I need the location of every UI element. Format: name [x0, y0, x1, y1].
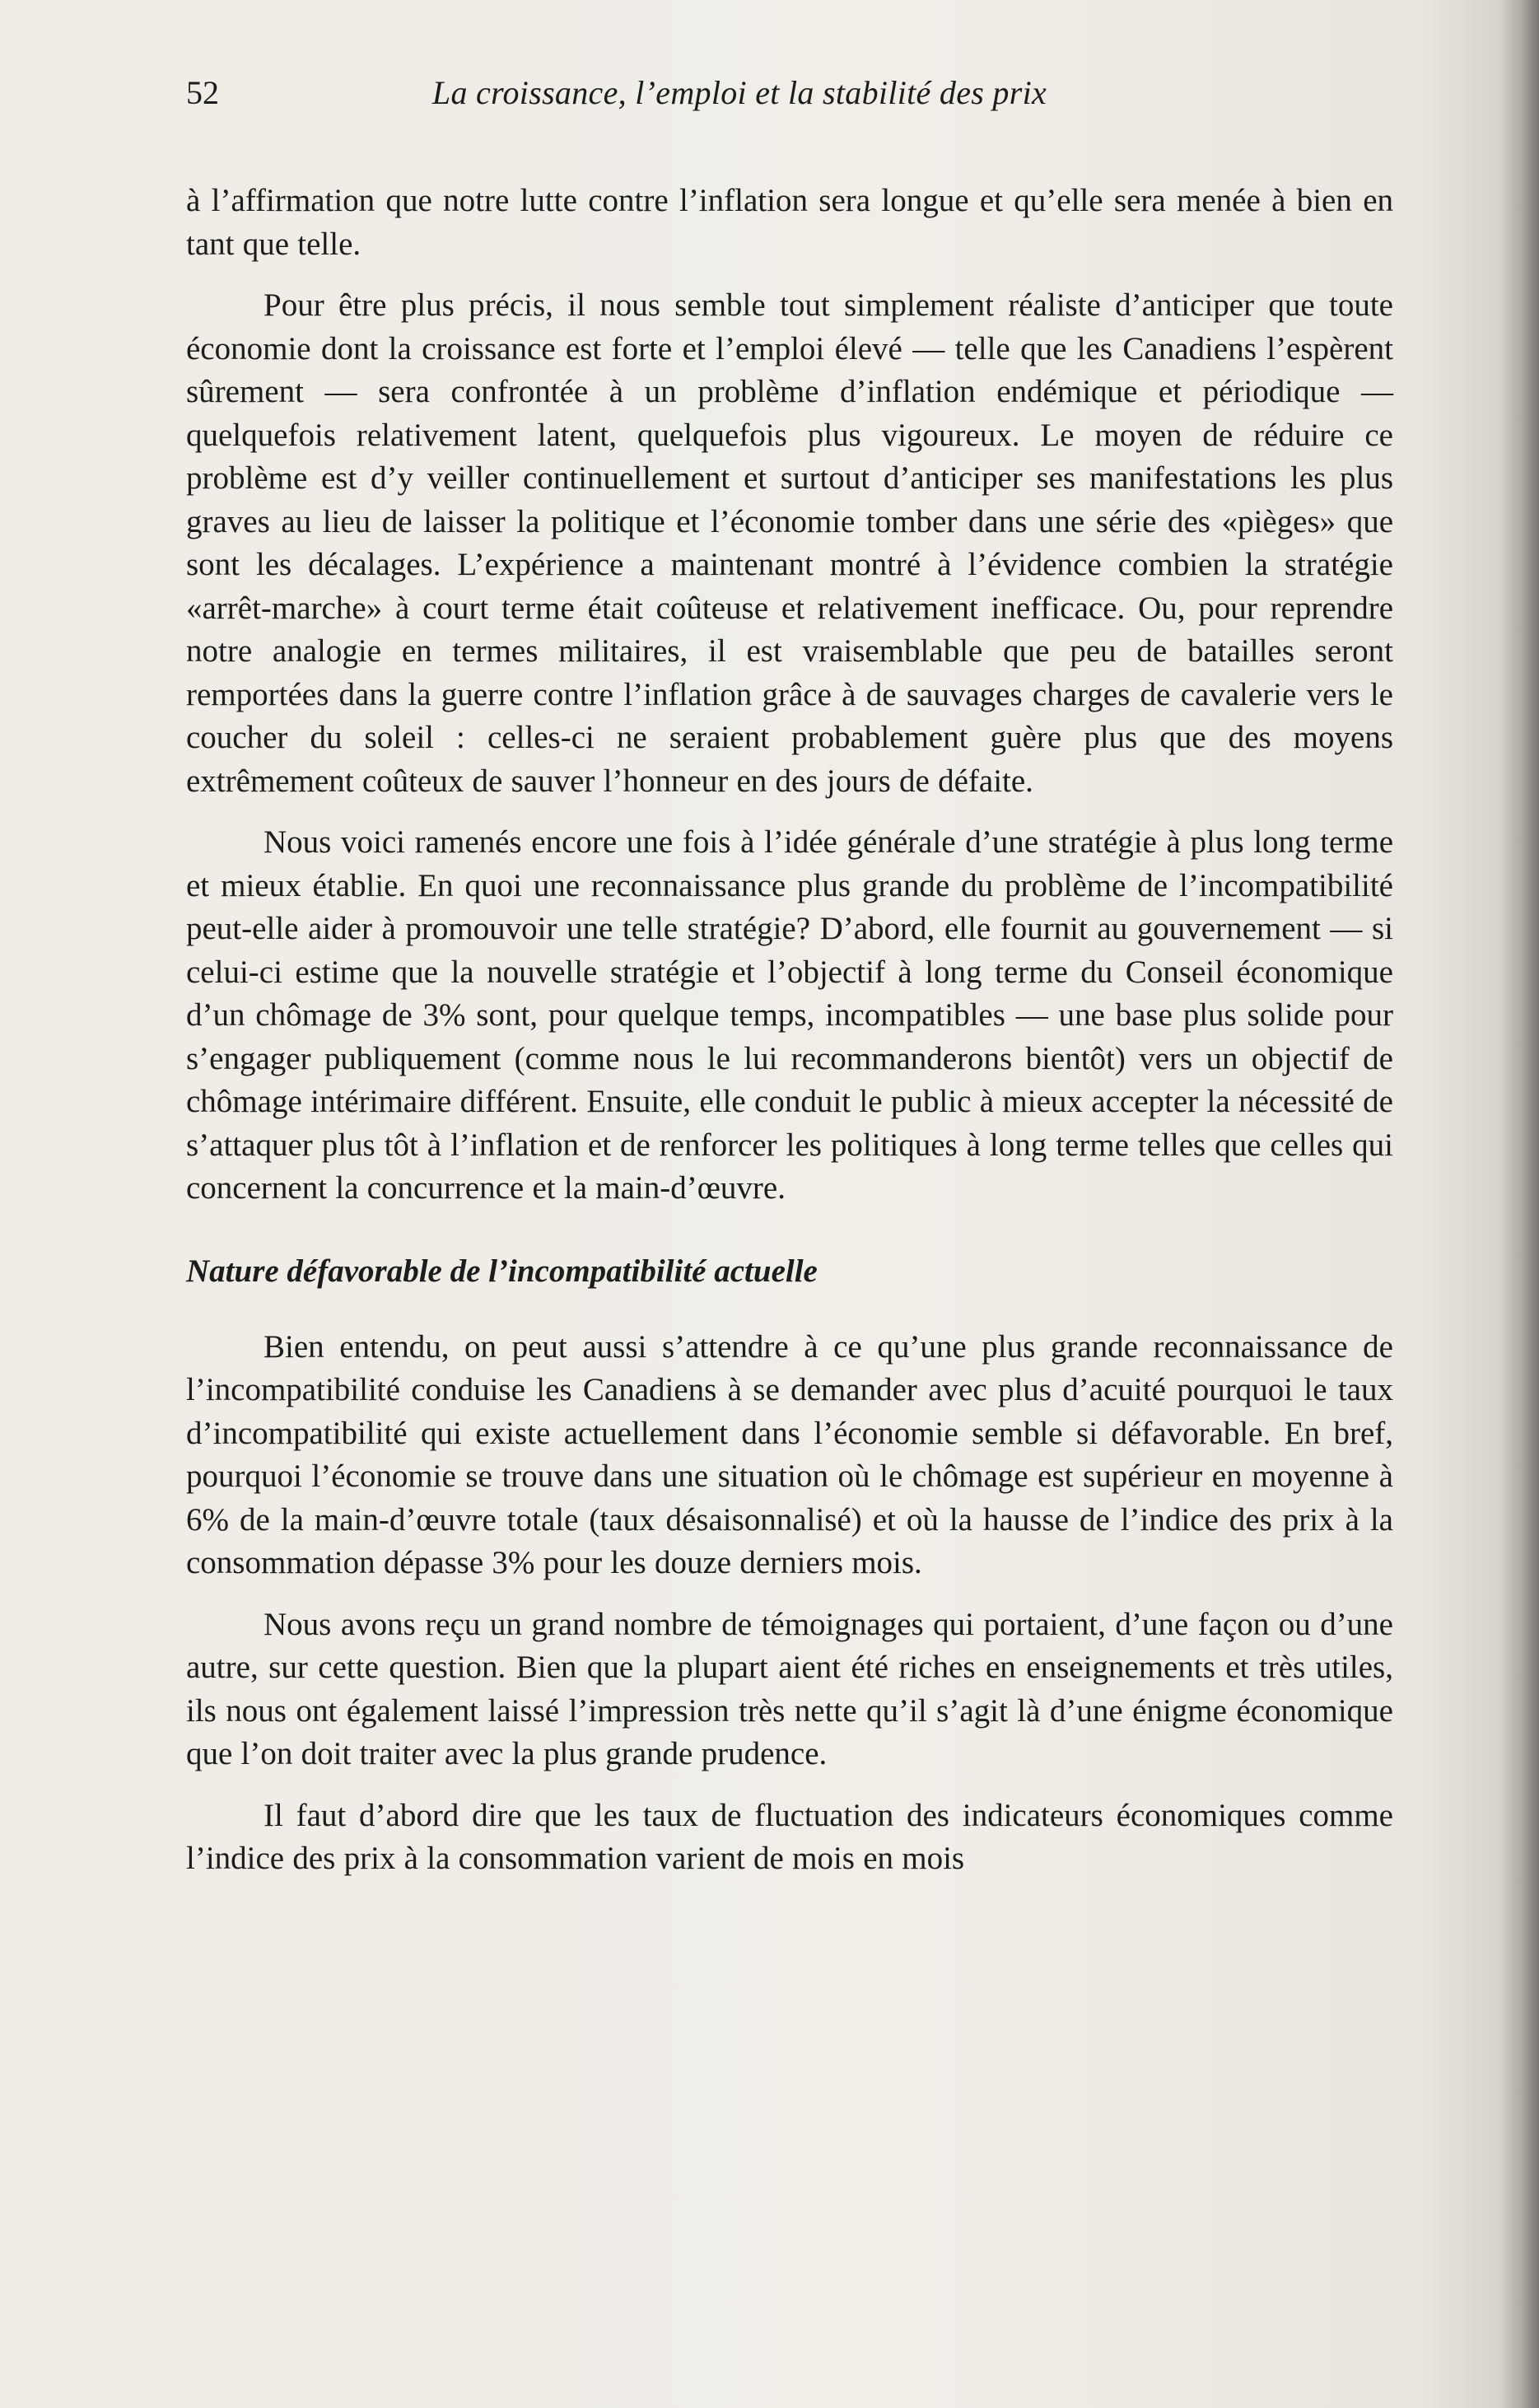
- paragraph: Pour être plus précis, il nous semble tout simplement réaliste d’anticiper que toute économie dont la croissance est forte et l’emploi élevé — telle que les Canadiens l’espèrent sûrement — sera confrontée à un problème d’inflation endémique et périodique — quelquefois relativement latent, quelquefois plus vigoureux. Le moyen de réduire ce problème est d’y veiller continuellement et surtout d’anticiper ses manifestations les plus graves au lieu de laisser la politique et l’économie tomber dans une série des «pièges» que sont les décalages. L’expérience a maintenant montré à l’évidence combien la stratégie «arrêt-marche» à court terme était coûteuse et relativement inefficace. Ou, pour reprendre notre analogie en termes militaires, il est vraisemblable que peu de batailles seront remportées dans la guerre contre l’inflation grâce à de sauvages charges de cavalerie vers le coucher du soleil : celles-ci ne seraient probablement guère plus que des moyens extrêmement coûteux de sauver l’honneur en des jours de défaite.: [186, 287, 1393, 799]
- running-title: La croissance, l’emploi et la stabilité des prix: [431, 74, 1047, 111]
- running-head: [186, 72, 1128, 114]
- paragraph-continued: à l’affirmation que notre lutte contre l’inflation sera longue et qu’elle sera menée à bien en tant que telle.: [186, 183, 1393, 262]
- body-text: [186, 180, 1393, 1899]
- section-heading: Nature défavorable de l’incompatibilité actuelle: [186, 1253, 818, 1289]
- paragraph: Nous voici ramenés encore une fois à l’idée générale d’une stratégie à plus long terme et mieux établie. En quoi une reconnaissance plus grande du problème de l’incompatibilité peut-elle aider à promouvoir une telle stratégie? D’abord, elle fournit au gouvernement — si celui-ci estime que la nouvelle stratégie et l’objectif à long terme du Conseil économique d’un chômage de 3% sont, pour quelque temps, incompatibles — une base plus solide pour s’engager publiquement (comme nous le lui recommanderons bientôt) vers un objectif de chômage intérimaire différent. Ensuite, elle conduit le public à mieux accepter la nécessité de s’attaquer plus tôt à l’inflation et de renforcer les politiques à long terme telles que celles qui concernent la concurrence et la main-d’œuvre.: [186, 824, 1393, 1206]
- paragraph: Nous avons reçu un grand nombre de témoignages qui portaient, d’une façon ou d’une autre, sur cette question. Bien que la plupart aient été riches en enseignements et très utiles, ils nous ont également laissé l’impression très nette qu’il s’agit là d’une énigme économique que l’on doit traiter avec la plus grande prudence.: [186, 1606, 1393, 1771]
- paragraph: Bien entendu, on peut aussi s’attendre à ce qu’une plus grande reconnaissance de l’incompatibilité conduise les Canadiens à se demander avec plus d’acuité pourquoi le taux d’incompatibilité qui existe actuellement dans l’économie semble si défavorable. En bref, pourquoi l’économie se trouve dans une situation où le chômage est supérieur en moyenne à 6% de la main-d’œuvre totale (taux désaisonnalisé) et où la hausse de l’indice des prix à la consommation dépasse 3% pour les douze derniers mois.: [186, 1328, 1393, 1580]
- paragraph: Il faut d’abord dire que les taux de fluctuation des indicateurs économiques comme l’indice des prix à la consommation varient de mois en mois: [186, 1797, 1393, 1876]
- binding-gutter-shadow: [1501, 0, 1539, 2408]
- page-number: 52: [186, 74, 219, 111]
